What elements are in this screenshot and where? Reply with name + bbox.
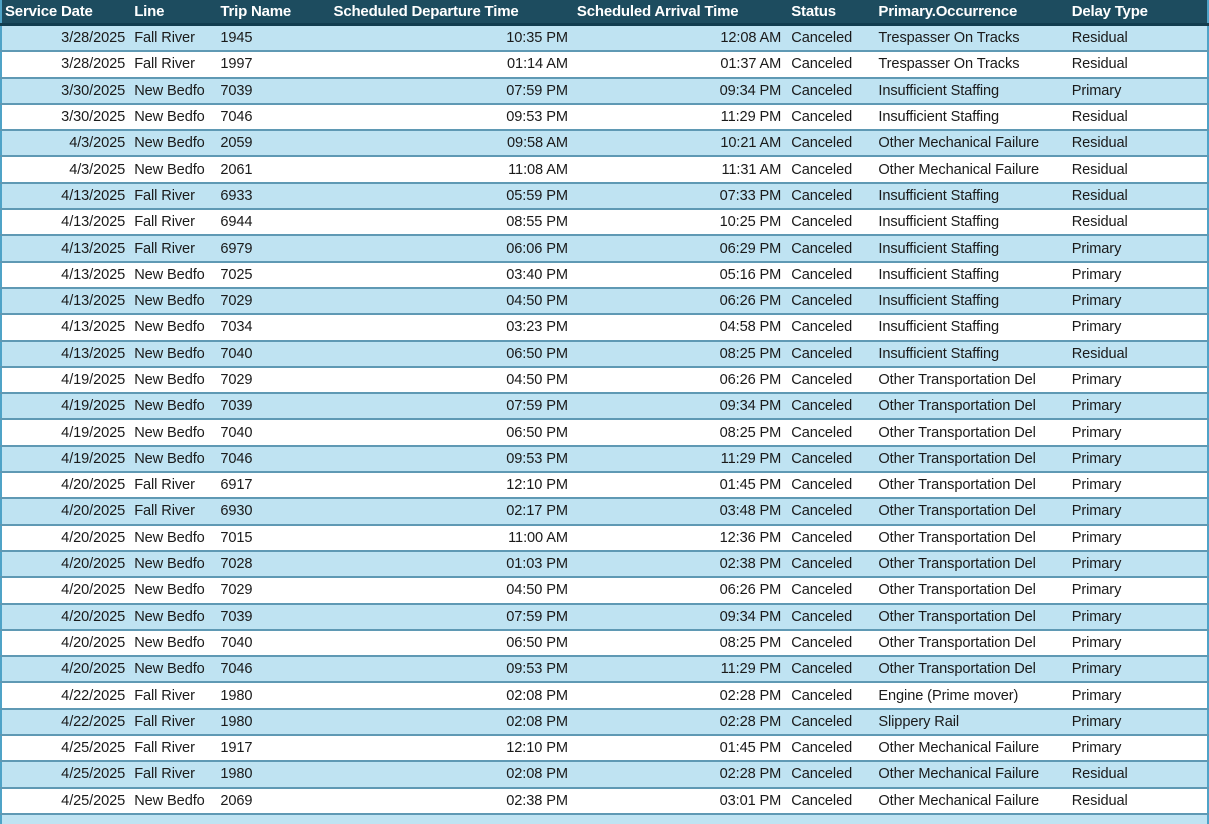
cell-primary-occurrence[interactable]: Insufficient Staffing [875,262,1068,288]
cell-primary-occurrence[interactable]: Insufficient Staffing [875,288,1068,314]
cell-line[interactable]: Fall River [131,472,218,498]
cell-primary-occurrence[interactable]: Trespasser On Tracks [875,25,1068,52]
cell-trip-name[interactable]: 7039 [218,393,330,419]
cell-status[interactable]: Canceled [787,419,875,445]
cell-service-date[interactable]: 4/20/2025 [1,551,131,577]
table-row [1,314,1208,340]
cell-status[interactable]: Canceled [787,788,875,814]
cell-delay-type[interactable]: Residual [1069,341,1208,367]
table-row [1,630,1208,656]
cell-line[interactable]: Fall River [131,51,218,77]
cell-line[interactable]: New Bedfo [131,419,218,445]
table-row [1,130,1208,156]
partial-row [1,814,1208,824]
cell-scheduled-arrival-time[interactable]: 02:28 PM [574,682,787,708]
cell-service-date[interactable]: 4/13/2025 [1,262,131,288]
cell-delay-type[interactable]: Primary [1069,393,1208,419]
cell-line[interactable]: New Bedfo [131,393,218,419]
cell-primary-occurrence[interactable]: Other Transportation Del [875,393,1068,419]
table-header [1,0,1208,25]
cell-scheduled-arrival-time[interactable]: 10:21 AM [574,130,787,156]
cell-trip-name[interactable]: 6979 [218,235,330,261]
cell-delay-type[interactable]: Primary [1069,419,1208,445]
cell-trip-name[interactable]: 7029 [218,367,330,393]
cell-service-date[interactable]: 4/22/2025 [1,682,131,708]
cell-scheduled-arrival-time[interactable]: 02:38 PM [574,551,787,577]
cell-scheduled-arrival-time[interactable]: 08:25 PM [574,341,787,367]
table-row [1,656,1208,682]
cell-scheduled-arrival-time[interactable]: 02:28 PM [574,761,787,787]
table-row [1,735,1208,761]
cell-primary-occurrence[interactable]: Insufficient Staffing [875,209,1068,235]
cell-delay-type[interactable]: Primary [1069,577,1208,603]
cell-trip-name[interactable]: 6944 [218,209,330,235]
cell-status[interactable]: Canceled [787,104,875,130]
cell-primary-occurrence[interactable]: Insufficient Staffing [875,341,1068,367]
cell-delay-type[interactable]: Residual [1069,156,1208,182]
cell-delay-type[interactable]: Primary [1069,446,1208,472]
table-row [1,682,1208,708]
cell-service-date[interactable]: 4/19/2025 [1,393,131,419]
cell-status[interactable]: Canceled [787,209,875,235]
cell-line[interactable]: Fall River [131,235,218,261]
cell-scheduled-arrival-time[interactable]: 11:29 PM [574,104,787,130]
cell-service-date[interactable]: 4/20/2025 [1,472,131,498]
cell-status[interactable]: Canceled [787,393,875,419]
cell-line[interactable]: Fall River [131,498,218,524]
cell-scheduled-departure-time[interactable]: 03:40 PM [331,262,574,288]
column-header-primary-occurrence[interactable]: Primary.Occurrence [875,0,1068,25]
cell-scheduled-arrival-time[interactable]: 09:34 PM [574,604,787,630]
cell-primary-occurrence[interactable]: Insufficient Staffing [875,314,1068,340]
cell-primary-occurrence[interactable]: Other Transportation Del [875,551,1068,577]
cell-line[interactable]: New Bedfo [131,788,218,814]
cell-delay-type[interactable]: Primary [1069,314,1208,340]
cell-line[interactable]: New Bedfo [131,577,218,603]
cell-trip-name[interactable]: 1917 [218,735,330,761]
cell-service-date[interactable]: 4/22/2025 [1,709,131,735]
cell-scheduled-arrival-time[interactable]: 07:33 PM [574,183,787,209]
cell-delay-type[interactable]: Primary [1069,551,1208,577]
table-row [1,183,1208,209]
cell-scheduled-departure-time[interactable]: 11:08 AM [331,156,574,182]
cell-status[interactable]: Canceled [787,525,875,551]
table-row [1,51,1208,77]
cell-scheduled-arrival-time[interactable]: 01:45 PM [574,472,787,498]
cell-scheduled-departure-time[interactable]: 01:03 PM [331,551,574,577]
cell-primary-occurrence[interactable]: Other Transportation Del [875,419,1068,445]
cell-empty [1069,814,1208,824]
cell-scheduled-arrival-time[interactable]: 06:26 PM [574,367,787,393]
cell-scheduled-arrival-time[interactable]: 01:37 AM [574,51,787,77]
cell-status[interactable]: Canceled [787,156,875,182]
column-header-service-date[interactable]: Service Date [1,0,131,25]
cell-service-date[interactable]: 4/19/2025 [1,419,131,445]
cell-status[interactable]: Canceled [787,472,875,498]
cell-trip-name[interactable]: 7040 [218,341,330,367]
cell-scheduled-departure-time[interactable]: 04:50 PM [331,288,574,314]
cell-scheduled-arrival-time[interactable]: 12:08 AM [574,25,787,52]
cell-line[interactable]: New Bedfo [131,104,218,130]
cell-status[interactable]: Canceled [787,367,875,393]
cell-delay-type[interactable]: Residual [1069,209,1208,235]
cell-service-date[interactable]: 3/28/2025 [1,51,131,77]
cell-primary-occurrence[interactable]: Other Transportation Del [875,630,1068,656]
cell-scheduled-arrival-time[interactable]: 11:31 AM [574,156,787,182]
cell-primary-occurrence[interactable]: Other Mechanical Failure [875,156,1068,182]
cell-line[interactable]: New Bedfo [131,341,218,367]
header-row [1,0,1208,25]
table-row [1,78,1208,104]
cell-line[interactable]: New Bedfo [131,446,218,472]
cell-status[interactable]: Canceled [787,262,875,288]
cell-scheduled-arrival-time[interactable]: 01:45 PM [574,735,787,761]
table-row [1,577,1208,603]
cell-status[interactable]: Canceled [787,604,875,630]
cell-service-date[interactable]: 4/13/2025 [1,235,131,261]
cell-scheduled-arrival-time[interactable]: 06:26 PM [574,288,787,314]
table-row [1,156,1208,182]
table-row [1,393,1208,419]
cell-primary-occurrence[interactable]: Other Mechanical Failure [875,735,1068,761]
cell-scheduled-departure-time[interactable]: 07:59 PM [331,393,574,419]
cell-scheduled-departure-time[interactable]: 04:50 PM [331,577,574,603]
table-row [1,235,1208,261]
cell-primary-occurrence[interactable]: Other Transportation Del [875,446,1068,472]
cell-scheduled-departure-time[interactable]: 09:53 PM [331,656,574,682]
cell-line[interactable]: New Bedfo [131,156,218,182]
cell-service-date[interactable]: 4/25/2025 [1,788,131,814]
cell-line[interactable]: Fall River [131,209,218,235]
cell-trip-name[interactable]: 1980 [218,682,330,708]
cell-status[interactable]: Canceled [787,630,875,656]
cell-trip-name[interactable]: 7039 [218,604,330,630]
cell-scheduled-departure-time[interactable]: 08:55 PM [331,209,574,235]
cell-empty [218,814,330,824]
cell-service-date[interactable]: 4/20/2025 [1,604,131,630]
cell-empty [1,814,131,824]
cell-service-date[interactable]: 3/30/2025 [1,78,131,104]
cell-service-date[interactable]: 4/20/2025 [1,525,131,551]
cell-status[interactable]: Canceled [787,551,875,577]
cell-primary-occurrence[interactable]: Other Mechanical Failure [875,130,1068,156]
column-header-trip-name[interactable]: Trip Name [218,0,330,25]
column-header-scheduled-arrival-time[interactable]: Scheduled Arrival Time [574,0,787,25]
cell-status[interactable]: Canceled [787,498,875,524]
cell-scheduled-departure-time[interactable]: 09:53 PM [331,446,574,472]
cell-trip-name[interactable]: 1980 [218,709,330,735]
cell-service-date[interactable]: 4/19/2025 [1,446,131,472]
cell-service-date[interactable]: 4/20/2025 [1,656,131,682]
cell-scheduled-departure-time[interactable]: 10:35 PM [331,25,574,52]
cell-line[interactable]: Fall River [131,25,218,52]
cell-status[interactable]: Canceled [787,25,875,52]
cell-delay-type[interactable]: Primary [1069,288,1208,314]
cell-line[interactable]: Fall River [131,735,218,761]
cell-scheduled-departure-time[interactable]: 06:50 PM [331,341,574,367]
cell-primary-occurrence[interactable]: Other Transportation Del [875,472,1068,498]
cell-scheduled-departure-time[interactable]: 02:08 PM [331,761,574,787]
cell-trip-name[interactable]: 7028 [218,551,330,577]
table-row [1,472,1208,498]
cell-primary-occurrence[interactable]: Other Mechanical Failure [875,761,1068,787]
cell-trip-name[interactable]: 2069 [218,788,330,814]
cell-trip-name[interactable]: 7040 [218,419,330,445]
cell-delay-type[interactable]: Residual [1069,25,1208,52]
cell-delay-type[interactable]: Primary [1069,367,1208,393]
table-row [1,709,1208,735]
cell-scheduled-departure-time[interactable]: 02:08 PM [331,682,574,708]
cell-trip-name[interactable]: 7029 [218,577,330,603]
table-row [1,367,1208,393]
cell-delay-type[interactable]: Residual [1069,104,1208,130]
cell-scheduled-departure-time[interactable]: 07:59 PM [331,604,574,630]
cell-scheduled-arrival-time[interactable]: 11:29 PM [574,656,787,682]
cell-trip-name[interactable]: 6933 [218,183,330,209]
cell-primary-occurrence[interactable]: Other Mechanical Failure [875,788,1068,814]
cell-empty [787,814,875,824]
cell-status[interactable]: Canceled [787,341,875,367]
cell-primary-occurrence[interactable]: Insufficient Staffing [875,235,1068,261]
table-row [1,551,1208,577]
cell-status[interactable]: Canceled [787,577,875,603]
table-row [1,788,1208,814]
cell-delay-type[interactable]: Primary [1069,709,1208,735]
cell-status[interactable]: Canceled [787,656,875,682]
cell-primary-occurrence[interactable]: Slippery Rail [875,709,1068,735]
cell-scheduled-arrival-time[interactable]: 05:16 PM [574,262,787,288]
cell-status[interactable]: Canceled [787,235,875,261]
cell-line[interactable]: New Bedfo [131,551,218,577]
cell-status[interactable]: Canceled [787,446,875,472]
cell-delay-type[interactable]: Primary [1069,682,1208,708]
cell-line[interactable]: New Bedfo [131,78,218,104]
cell-trip-name[interactable]: 1945 [218,25,330,52]
cell-scheduled-departure-time[interactable]: 07:59 PM [331,78,574,104]
cell-status[interactable]: Canceled [787,761,875,787]
column-header-line[interactable]: Line [131,0,218,25]
cell-empty [574,814,787,824]
cell-primary-occurrence[interactable]: Other Transportation Del [875,604,1068,630]
cell-trip-name[interactable]: 7015 [218,525,330,551]
column-header-status[interactable]: Status [787,0,875,25]
cell-line[interactable]: Fall River [131,761,218,787]
cell-delay-type[interactable]: Residual [1069,130,1208,156]
cell-service-date[interactable]: 4/25/2025 [1,761,131,787]
cell-primary-occurrence[interactable]: Other Transportation Del [875,577,1068,603]
cell-scheduled-departure-time[interactable]: 06:50 PM [331,630,574,656]
table-row [1,498,1208,524]
cell-trip-name[interactable]: 2061 [218,156,330,182]
cell-trip-name[interactable]: 7046 [218,656,330,682]
cell-delay-type[interactable]: Primary [1069,630,1208,656]
cell-status[interactable]: Canceled [787,288,875,314]
cell-scheduled-departure-time[interactable]: 02:08 PM [331,709,574,735]
cell-trip-name[interactable]: 1997 [218,51,330,77]
table-row [1,604,1208,630]
cell-line[interactable]: Fall River [131,682,218,708]
cell-scheduled-departure-time[interactable]: 06:06 PM [331,235,574,261]
cell-service-date[interactable]: 4/13/2025 [1,314,131,340]
cell-scheduled-departure-time[interactable]: 03:23 PM [331,314,574,340]
cell-line[interactable]: New Bedfo [131,525,218,551]
cell-scheduled-departure-time[interactable]: 02:17 PM [331,498,574,524]
table-body [1,25,1208,824]
cell-empty [131,814,218,824]
cell-scheduled-arrival-time[interactable]: 09:34 PM [574,393,787,419]
cell-status[interactable]: Canceled [787,735,875,761]
cell-primary-occurrence[interactable]: Engine (Prime mover) [875,682,1068,708]
cell-line[interactable]: New Bedfo [131,130,218,156]
cell-service-date[interactable]: 3/28/2025 [1,25,131,52]
cell-primary-occurrence[interactable]: Other Transportation Del [875,367,1068,393]
cell-primary-occurrence[interactable]: Other Transportation Del [875,498,1068,524]
cell-scheduled-arrival-time[interactable]: 02:28 PM [574,709,787,735]
table-row [1,262,1208,288]
table-row [1,288,1208,314]
cell-trip-name[interactable]: 6930 [218,498,330,524]
table-row [1,761,1208,787]
cell-service-date[interactable]: 4/13/2025 [1,209,131,235]
cell-delay-type[interactable]: Residual [1069,788,1208,814]
cell-trip-name[interactable]: 7034 [218,314,330,340]
cell-service-date[interactable]: 4/25/2025 [1,735,131,761]
cell-line[interactable]: Fall River [131,183,218,209]
cell-trip-name[interactable]: 7025 [218,262,330,288]
cell-scheduled-arrival-time[interactable]: 12:36 PM [574,525,787,551]
cell-delay-type[interactable]: Primary [1069,604,1208,630]
cell-service-date[interactable]: 4/3/2025 [1,156,131,182]
cell-scheduled-arrival-time[interactable]: 06:29 PM [574,235,787,261]
cell-trip-name[interactable]: 7046 [218,446,330,472]
cell-service-date[interactable]: 4/3/2025 [1,130,131,156]
cell-status[interactable]: Canceled [787,78,875,104]
cell-delay-type[interactable]: Primary [1069,656,1208,682]
column-header-delay-type[interactable]: Delay Type [1069,0,1208,25]
cell-scheduled-departure-time[interactable]: 12:10 PM [331,735,574,761]
cell-scheduled-departure-time[interactable]: 05:59 PM [331,183,574,209]
cell-trip-name[interactable]: 7039 [218,78,330,104]
cell-delay-type[interactable]: Primary [1069,498,1208,524]
cell-service-date[interactable]: 4/20/2025 [1,630,131,656]
cell-status[interactable]: Canceled [787,682,875,708]
cell-delay-type[interactable]: Primary [1069,472,1208,498]
cell-line[interactable]: New Bedfo [131,288,218,314]
cell-primary-occurrence[interactable]: Insufficient Staffing [875,78,1068,104]
cell-service-date[interactable]: 4/13/2025 [1,341,131,367]
table-row [1,419,1208,445]
cell-scheduled-departure-time[interactable]: 01:14 AM [331,51,574,77]
cell-delay-type[interactable]: Primary [1069,78,1208,104]
cell-scheduled-arrival-time[interactable]: 03:48 PM [574,498,787,524]
cell-trip-name[interactable]: 7046 [218,104,330,130]
cell-service-date[interactable]: 4/20/2025 [1,577,131,603]
cell-primary-occurrence[interactable]: Insufficient Staffing [875,183,1068,209]
column-header-scheduled-departure-time[interactable]: Scheduled Departure Time [331,0,574,25]
cell-status[interactable]: Canceled [787,130,875,156]
cell-line[interactable]: New Bedfo [131,604,218,630]
cell-trip-name[interactable]: 2059 [218,130,330,156]
cell-trip-name[interactable]: 6917 [218,472,330,498]
cell-line[interactable]: New Bedfo [131,314,218,340]
cell-scheduled-departure-time[interactable]: 02:38 PM [331,788,574,814]
table-row [1,525,1208,551]
cell-service-date[interactable]: 4/13/2025 [1,288,131,314]
cell-scheduled-departure-time[interactable]: 09:58 AM [331,130,574,156]
cell-status[interactable]: Canceled [787,183,875,209]
cell-scheduled-arrival-time[interactable]: 11:29 PM [574,446,787,472]
cell-line[interactable]: New Bedfo [131,367,218,393]
cell-service-date[interactable]: 4/19/2025 [1,367,131,393]
cell-scheduled-arrival-time[interactable]: 08:25 PM [574,630,787,656]
cell-delay-type[interactable]: Primary [1069,525,1208,551]
cell-empty [331,814,574,824]
cell-scheduled-departure-time[interactable]: 09:53 PM [331,104,574,130]
table-row [1,104,1208,130]
cell-delay-type[interactable]: Primary [1069,262,1208,288]
cell-delay-type[interactable]: Residual [1069,761,1208,787]
cell-service-date[interactable]: 4/13/2025 [1,183,131,209]
cell-scheduled-arrival-time[interactable]: 08:25 PM [574,419,787,445]
cell-status[interactable]: Canceled [787,51,875,77]
cell-scheduled-departure-time[interactable]: 11:00 AM [331,525,574,551]
cell-status[interactable]: Canceled [787,314,875,340]
cell-scheduled-departure-time[interactable]: 06:50 PM [331,419,574,445]
cell-service-date[interactable]: 4/20/2025 [1,498,131,524]
cell-scheduled-arrival-time[interactable]: 04:58 PM [574,314,787,340]
table-row [1,446,1208,472]
cell-scheduled-arrival-time[interactable]: 03:01 PM [574,788,787,814]
cell-line[interactable]: New Bedfo [131,262,218,288]
cell-line[interactable]: New Bedfo [131,656,218,682]
cell-primary-occurrence[interactable]: Other Transportation Del [875,656,1068,682]
cell-delay-type[interactable]: Residual [1069,51,1208,77]
cell-delay-type[interactable]: Residual [1069,183,1208,209]
table-row [1,209,1208,235]
cell-primary-occurrence[interactable]: Insufficient Staffing [875,104,1068,130]
cell-delay-type[interactable]: Primary [1069,735,1208,761]
cell-scheduled-arrival-time[interactable]: 09:34 PM [574,78,787,104]
cell-delay-type[interactable]: Primary [1069,235,1208,261]
cell-trip-name[interactable]: 1980 [218,761,330,787]
cell-scheduled-arrival-time[interactable]: 10:25 PM [574,209,787,235]
cell-primary-occurrence[interactable]: Other Transportation Del [875,525,1068,551]
cell-scheduled-arrival-time[interactable]: 06:26 PM [574,577,787,603]
cell-scheduled-departure-time[interactable]: 12:10 PM [331,472,574,498]
cell-empty [875,814,1068,824]
cell-primary-occurrence[interactable]: Trespasser On Tracks [875,51,1068,77]
cell-line[interactable]: New Bedfo [131,630,218,656]
cell-scheduled-departure-time[interactable]: 04:50 PM [331,367,574,393]
cell-status[interactable]: Canceled [787,709,875,735]
table-row [1,25,1208,52]
table-row [1,341,1208,367]
cell-service-date[interactable]: 3/30/2025 [1,104,131,130]
cell-trip-name[interactable]: 7040 [218,630,330,656]
cell-trip-name[interactable]: 7029 [218,288,330,314]
cell-line[interactable]: Fall River [131,709,218,735]
